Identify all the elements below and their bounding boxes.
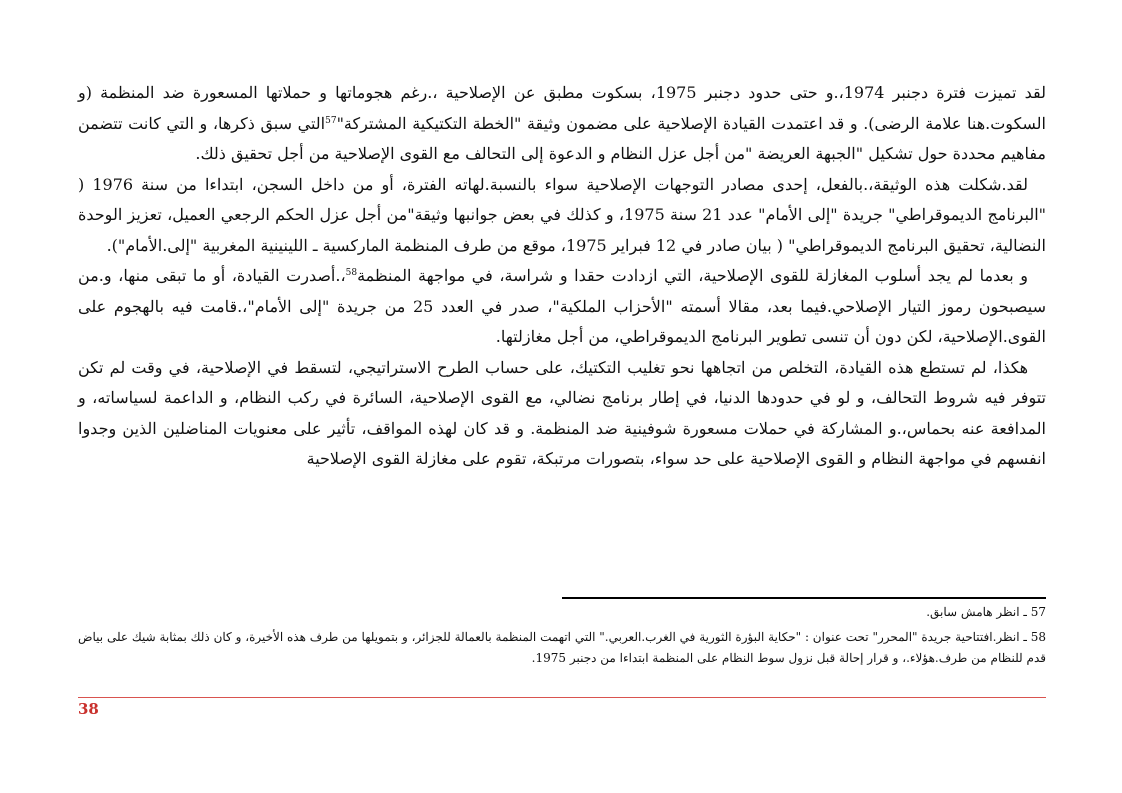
footnote-separator	[562, 597, 1046, 599]
footnotes	[78, 602, 1046, 673]
footer-rule	[78, 697, 1046, 698]
page-number: 38	[78, 700, 99, 718]
paragraph-1: لقد تميزت فترة دجنبر 1974،.و حتى حدود دجنبر 1975، بسكوت مطبق عن الإصلاحية ،.رغم هجوماتها و حملاتها المسعورة ضد المنظمة (و السكوت.هنا علامة الرضى). و قد اعتمدت القيادة الإصلاحية على مضمون وثيقة "الخطة التكتيكية المشتركة"$^{57}$التي سبق ذكرها، و التي كانت تتضمن مفاهيم محددة حول تشكيل "الجبهة العريضة "من أجل عزل النظام و الدعوة إلى التحالف مع القوى الإصلاحية من أجل تحقيق ذلك.	[78, 83, 1047, 163]
main-text	[78, 78, 1046, 475]
footnote-ref-58[interactable]: 58	[345, 268, 358, 278]
footnote-58: 58 ـ انظر.افتتاحية جريدة "المحرر" تحت عنوان : "حكاية البؤرة الثورية في الغرب.العربي." التي اتهمت المنظمة بالعمالة للجزائر، و بتمويلها من طرف هذه الأخيرة، و كان ذلك بمثابة شيك على بياض قدم للنظام من طرف.هؤلاء.، و قرار إحالة قبل نزول سوط النظام على المنظمة ابتداءا من دجنبر 1975.	[78, 630, 1046, 665]
footnote-57: 57 ـ انظر هامش سابق.	[926, 605, 1046, 619]
footnote-ref-57[interactable]: 57	[325, 115, 337, 126]
paragraph-2: لقد.شكلت هذه الوثيقة،.بالفعل، إحدى مصادر التوجهات الإصلاحية سواء بالنسبة.لهاته الفترة، أو من داخل السجن، ابتداءا من سنة 1976 ( "البرنامج الديموقراطي" جريدة "إلى الأمام" عدد 21 سنة 1975، و كذلك في بعض جوانبها وثيقة"من أجل عزل الحكم الرجعي العميل، تعزيز الوحدة النضالية، تحقيق البرنامج الديموقراطي" ( بيان صادر في 12 فبراير 1975، موقع من طرف المنظمة الماركسية ـ اللينينية المغربية "إلى.الأمام").	[78, 174, 1047, 255]
paragraph-4: هكذا، لم تستطع هذه القيادة، التخلص من اتجاهها نحو تغليب التكتيك، على حساب الطرح الاستراتيجي، لتسقط في الإصلاحية، في وقت لم تكن تتوفر فيه شروط التحالف، و لو في حدودها الدنيا، في إطار برنامج نضالي، مع القوى الإصلاحية، السائرة في ركب النظام، و الداعمة لسياساته، و المدافعة عنه بحماس،.و المشاركة في حملات مسعورة شوفينية ضد المنظمة. و قد كان لهذه المواقف، تأثير على معنويات المناضلين الذين وجدوا انفسهم في مواجهة النظام و القوى الإصلاحية على حد سواء، بتصورات مرتبكة، تقوم على مغازلة القوى الإصلاحية	[78, 357, 1047, 468]
paragraph-3: و بعدما لم يجد أسلوب المغازلة للقوى الإصلاحية، التي ازدادت حقدا و شراسة، في مواجهة المنظمة$^{58}$،.أصدرت القيادة، أو ما تبقى منها، و.من سيصبحون رموز التيار الإصلاحي.فيما بعد، مقالا أسمته "الأحزاب الملكية"، صدر في العدد 25 من جريدة "إلى الأمام"،.قامت فيه بالهجوم على القوى.الإصلاحية، لكن دون أن تنسى تطوير البرنامج الديموقراطي، من أجل مغازلتها.	[78, 266, 1047, 346]
